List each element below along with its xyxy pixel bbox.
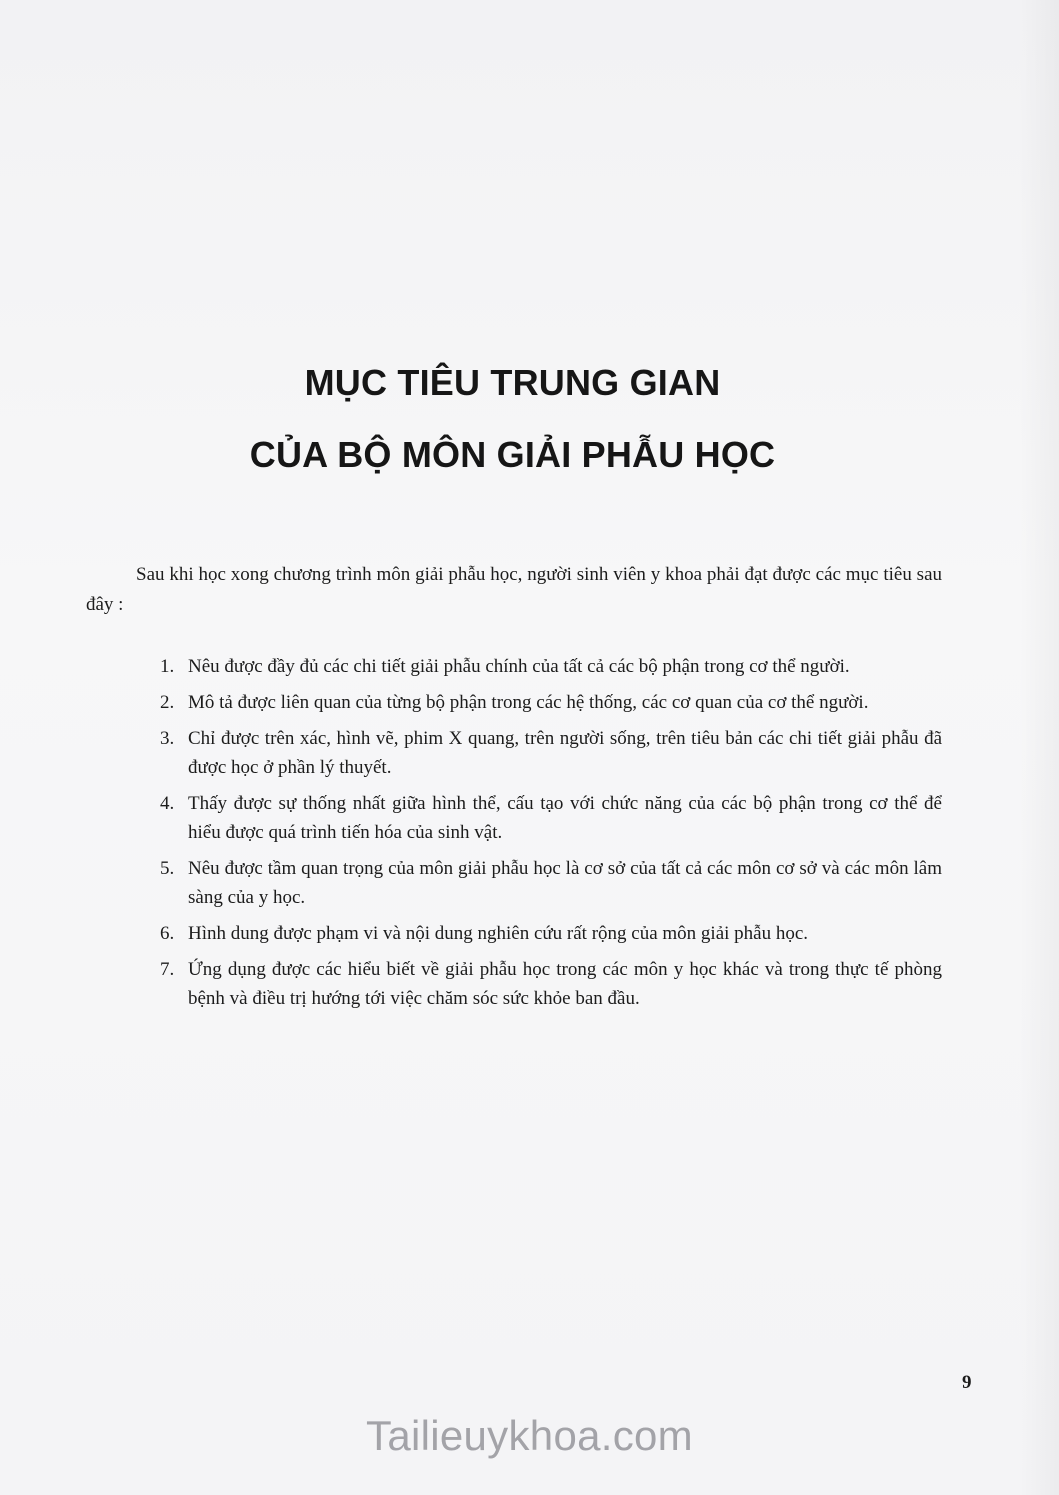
objective-number: 1. [160, 656, 175, 677]
objective-item [160, 919, 942, 948]
intro-paragraph: Sau khi học xong chương trình môn giải phẫu học, người sinh viên y khoa phải đạt được các mục tiêu sau đây : [86, 564, 942, 615]
watermark-text: Tailieuykhoa.com [366, 1412, 693, 1459]
objective-text: Thấy được sự thống nhất giữa hình thể, cấu tạo với chức năng của các bộ phận trong cơ thể để hiểu được quá trình tiến hóa của sinh vật. [188, 793, 942, 843]
objective-number: 3. [160, 728, 175, 749]
title-line-1: MỤC TIÊU TRUNG GIAN [304, 362, 721, 403]
objective-text: Ứng dụng được các hiểu biết về giải phẫu học trong các môn y học khác và trong thực tế phòng bệnh và điều trị hướng tới việc chăm sóc sức khỏe ban đầu. [188, 959, 942, 1009]
objective-item [160, 789, 942, 847]
objective-item [160, 652, 942, 681]
objective-number: 6. [160, 923, 175, 944]
page-number: 9 [962, 1372, 972, 1393]
objective-number: 2. [160, 692, 175, 713]
objective-number: 5. [160, 858, 175, 879]
objective-item [160, 724, 942, 782]
objective-text: Chỉ được trên xác, hình vẽ, phim X quang, trên người sống, trên tiêu bản các chi tiết giải phẫu đã được học ở phần lý thuyết. [188, 728, 942, 778]
objective-text: Nêu được tầm quan trọng của môn giải phẫu học là cơ sở của tất cả các môn cơ sở và các môn lâm sàng của y học. [188, 858, 942, 908]
objectives-list [160, 652, 942, 1020]
objective-item [160, 955, 942, 1013]
objective-item [160, 688, 942, 717]
objective-text: Nêu được đầy đủ các chi tiết giải phẫu chính của tất cả các bộ phận trong cơ thể người. [188, 656, 850, 677]
objective-text: Hình dung được phạm vi và nội dung nghiên cứu rất rộng của môn giải phẫu học. [188, 923, 809, 944]
title-line-2: CỦA BỘ MÔN GIẢI PHẪU HỌC [249, 434, 776, 475]
page-edge-shadow [1019, 0, 1059, 1495]
objective-number: 4. [160, 793, 175, 814]
objective-number: 7. [160, 959, 175, 980]
objective-item [160, 854, 942, 912]
objective-text: Mô tả được liên quan của từng bộ phận trong các hệ thống, các cơ quan của cơ thể người. [188, 692, 869, 713]
